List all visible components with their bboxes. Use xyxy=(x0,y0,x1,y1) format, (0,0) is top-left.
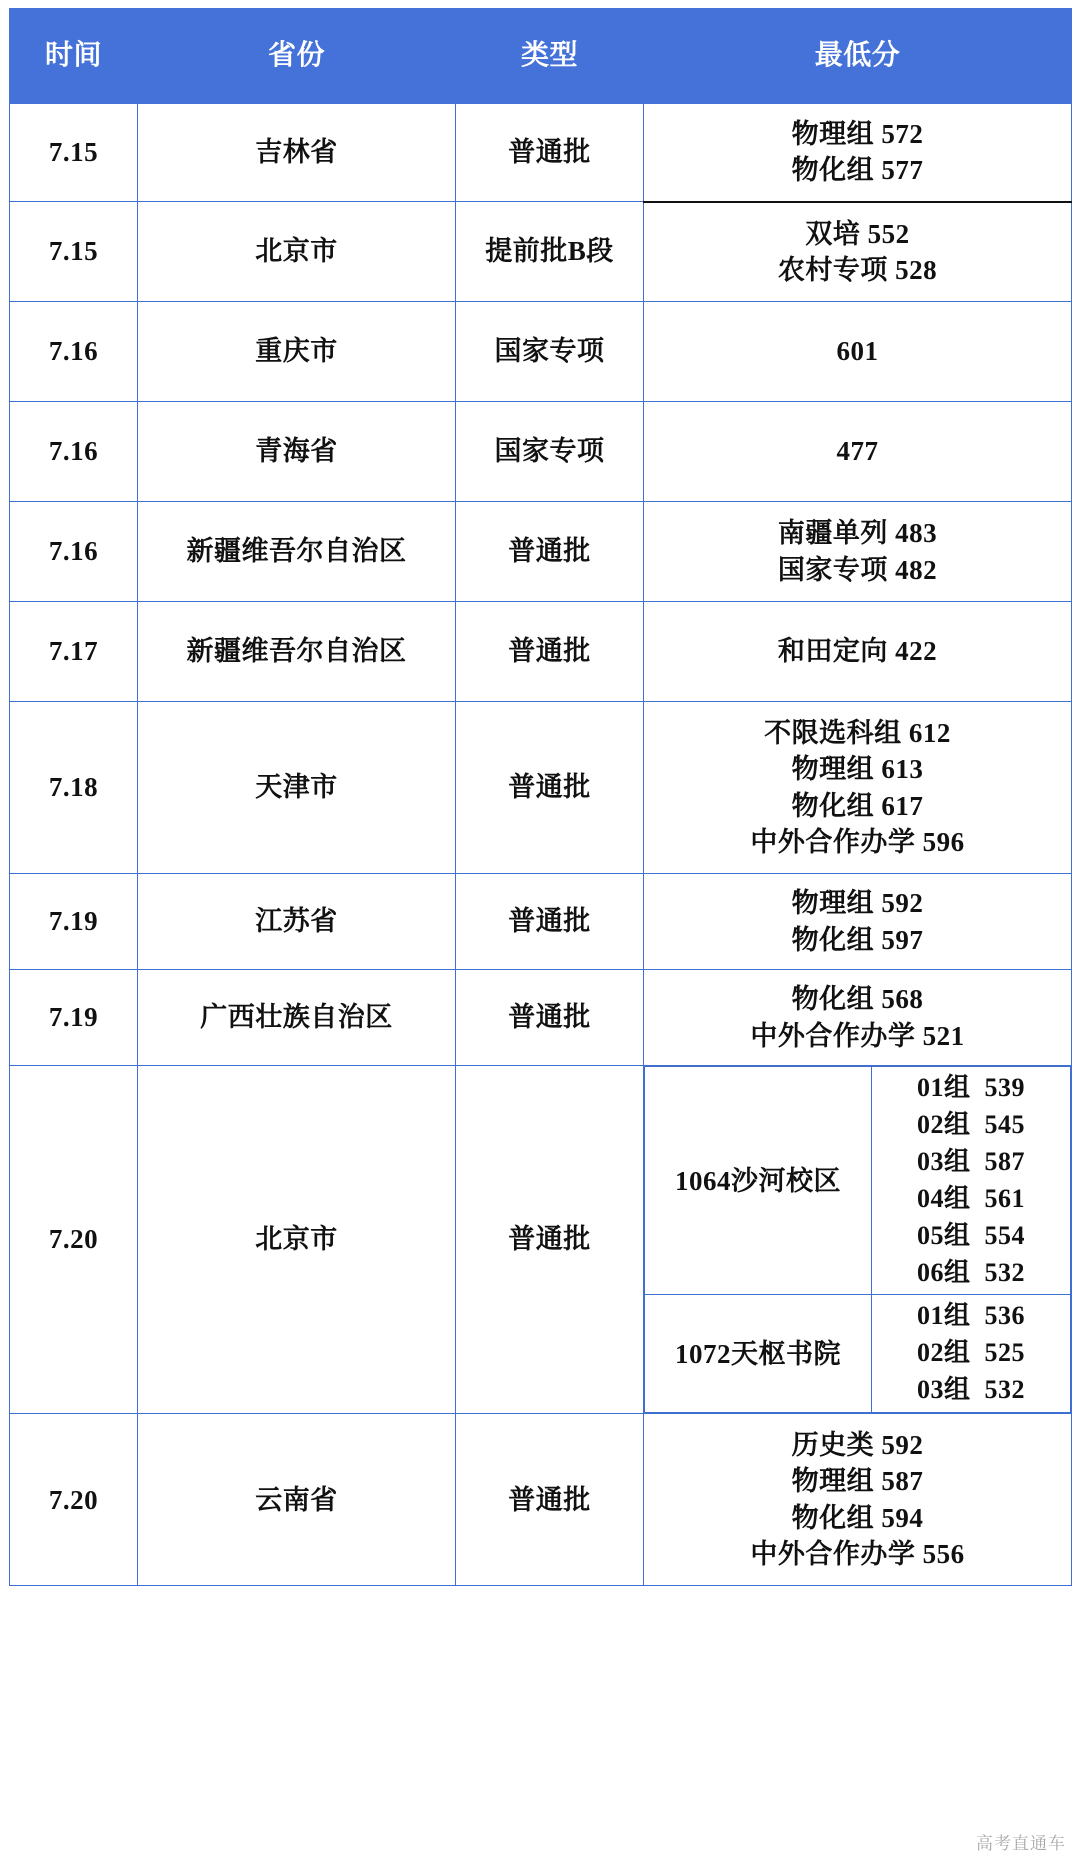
score-line: 中外合作办学 596 xyxy=(750,826,965,857)
cell-province: 广西壮族自治区 xyxy=(138,970,456,1066)
cell-type: 提前批B段 xyxy=(456,202,644,302)
cell-time: 7.20 xyxy=(10,1066,138,1414)
cell-time: 7.19 xyxy=(10,874,138,970)
admission-score-table xyxy=(9,8,1072,1586)
score-line: 双培 552 xyxy=(805,218,910,249)
cell-province: 北京市 xyxy=(138,202,456,302)
score-line: 物化组 594 xyxy=(791,1502,924,1533)
cell-province: 青海省 xyxy=(138,402,456,502)
group-score-line: 02组 525 xyxy=(916,1338,1025,1368)
cell-type: 普通批 xyxy=(456,702,644,874)
cell-province: 云南省 xyxy=(138,1414,456,1586)
campus-name: 1064沙河校区 xyxy=(645,1067,872,1295)
cell-province: 新疆维吾尔自治区 xyxy=(138,602,456,702)
cell-province: 江苏省 xyxy=(138,874,456,970)
score-line: 物化组 597 xyxy=(791,924,924,955)
cell-type: 普通批 xyxy=(456,502,644,602)
table-row xyxy=(10,402,1072,502)
cell-province: 吉林省 xyxy=(138,104,456,202)
score-line: 中外合作办学 556 xyxy=(750,1538,965,1569)
score-line: 国家专项 482 xyxy=(777,554,938,585)
cell-type: 国家专项 xyxy=(456,402,644,502)
score-line: 物理组 572 xyxy=(791,119,924,150)
table-row xyxy=(10,302,1072,402)
cell-time: 7.16 xyxy=(10,302,138,402)
score-line: 物化组 568 xyxy=(791,984,924,1015)
group-score-line: 03组 587 xyxy=(916,1146,1025,1176)
cell-time: 7.16 xyxy=(10,402,138,502)
cell-score xyxy=(644,202,1072,302)
score-line: 物理组 592 xyxy=(791,888,924,919)
cell-time: 7.15 xyxy=(10,202,138,302)
group-score-line: 04组 561 xyxy=(916,1183,1025,1213)
cell-type: 普通批 xyxy=(456,1066,644,1414)
cell-province: 新疆维吾尔自治区 xyxy=(138,502,456,602)
table-row xyxy=(10,874,1072,970)
campus-row xyxy=(645,1295,1071,1413)
cell-score: 601 xyxy=(644,302,1072,402)
cell-province: 天津市 xyxy=(138,702,456,874)
column-header-type: 类型 xyxy=(456,9,644,104)
table-row xyxy=(10,970,1072,1066)
cell-province: 北京市 xyxy=(138,1066,456,1414)
score-line: 物化组 617 xyxy=(791,790,924,821)
cell-score xyxy=(644,502,1072,602)
cell-type: 国家专项 xyxy=(456,302,644,402)
cell-time: 7.19 xyxy=(10,970,138,1066)
score-line: 物理组 587 xyxy=(791,1466,924,1497)
score-line: 物理组 613 xyxy=(791,754,924,785)
cell-time: 7.15 xyxy=(10,104,138,202)
score-line: 不限选科组 612 xyxy=(764,718,951,749)
table-row xyxy=(10,702,1072,874)
cell-time: 7.18 xyxy=(10,702,138,874)
group-score-line: 05组 554 xyxy=(916,1220,1025,1250)
cell-score: 和田定向 422 xyxy=(644,602,1072,702)
cell-type: 普通批 xyxy=(456,874,644,970)
group-score-line: 03组 532 xyxy=(916,1375,1025,1405)
score-table-container xyxy=(9,8,1071,1586)
group-score-line: 02组 545 xyxy=(916,1109,1025,1139)
cell-type: 普通批 xyxy=(456,602,644,702)
table-header xyxy=(10,9,1072,104)
campus-name: 1072天枢书院 xyxy=(645,1295,872,1413)
campus-group-scores xyxy=(872,1295,1071,1413)
campus-row xyxy=(645,1067,1071,1295)
group-score-line: 01组 536 xyxy=(916,1301,1025,1331)
cell-score xyxy=(644,874,1072,970)
cell-province: 重庆市 xyxy=(138,302,456,402)
cell-type: 普通批 xyxy=(456,970,644,1066)
table-body xyxy=(10,104,1072,1586)
score-line: 中外合作办学 521 xyxy=(750,1020,965,1051)
column-header-time: 时间 xyxy=(10,9,138,104)
score-line: 物化组 577 xyxy=(791,155,924,186)
cell-score xyxy=(644,104,1072,202)
cell-type: 普通批 xyxy=(456,1414,644,1586)
column-header-min-score: 最低分 xyxy=(644,9,1072,104)
table-row xyxy=(10,1414,1072,1586)
cell-score xyxy=(644,970,1072,1066)
cell-time: 7.16 xyxy=(10,502,138,602)
table-row xyxy=(10,104,1072,202)
group-score-line: 01组 539 xyxy=(916,1073,1025,1102)
cell-time: 7.17 xyxy=(10,602,138,702)
watermark: 高考直通车 xyxy=(976,1834,1066,1853)
cell-score xyxy=(644,702,1072,874)
group-score-line: 06组 532 xyxy=(916,1257,1025,1287)
campus-group-table xyxy=(644,1066,1071,1413)
score-line: 历史类 592 xyxy=(791,1430,924,1461)
header-row xyxy=(10,9,1072,104)
score-line: 南疆单列 483 xyxy=(777,518,938,549)
cell-score xyxy=(644,1414,1072,1586)
cell-type: 普通批 xyxy=(456,104,644,202)
cell-time: 7.20 xyxy=(10,1414,138,1586)
campus-group-scores xyxy=(872,1067,1071,1295)
table-row-beijing-detail xyxy=(10,1066,1072,1414)
table-row xyxy=(10,502,1072,602)
cell-score: 477 xyxy=(644,402,1072,502)
table-row xyxy=(10,602,1072,702)
cell-score-campus-breakdown xyxy=(644,1066,1072,1414)
score-line: 农村专项 528 xyxy=(777,254,938,285)
column-header-province: 省份 xyxy=(138,9,456,104)
table-row xyxy=(10,202,1072,302)
